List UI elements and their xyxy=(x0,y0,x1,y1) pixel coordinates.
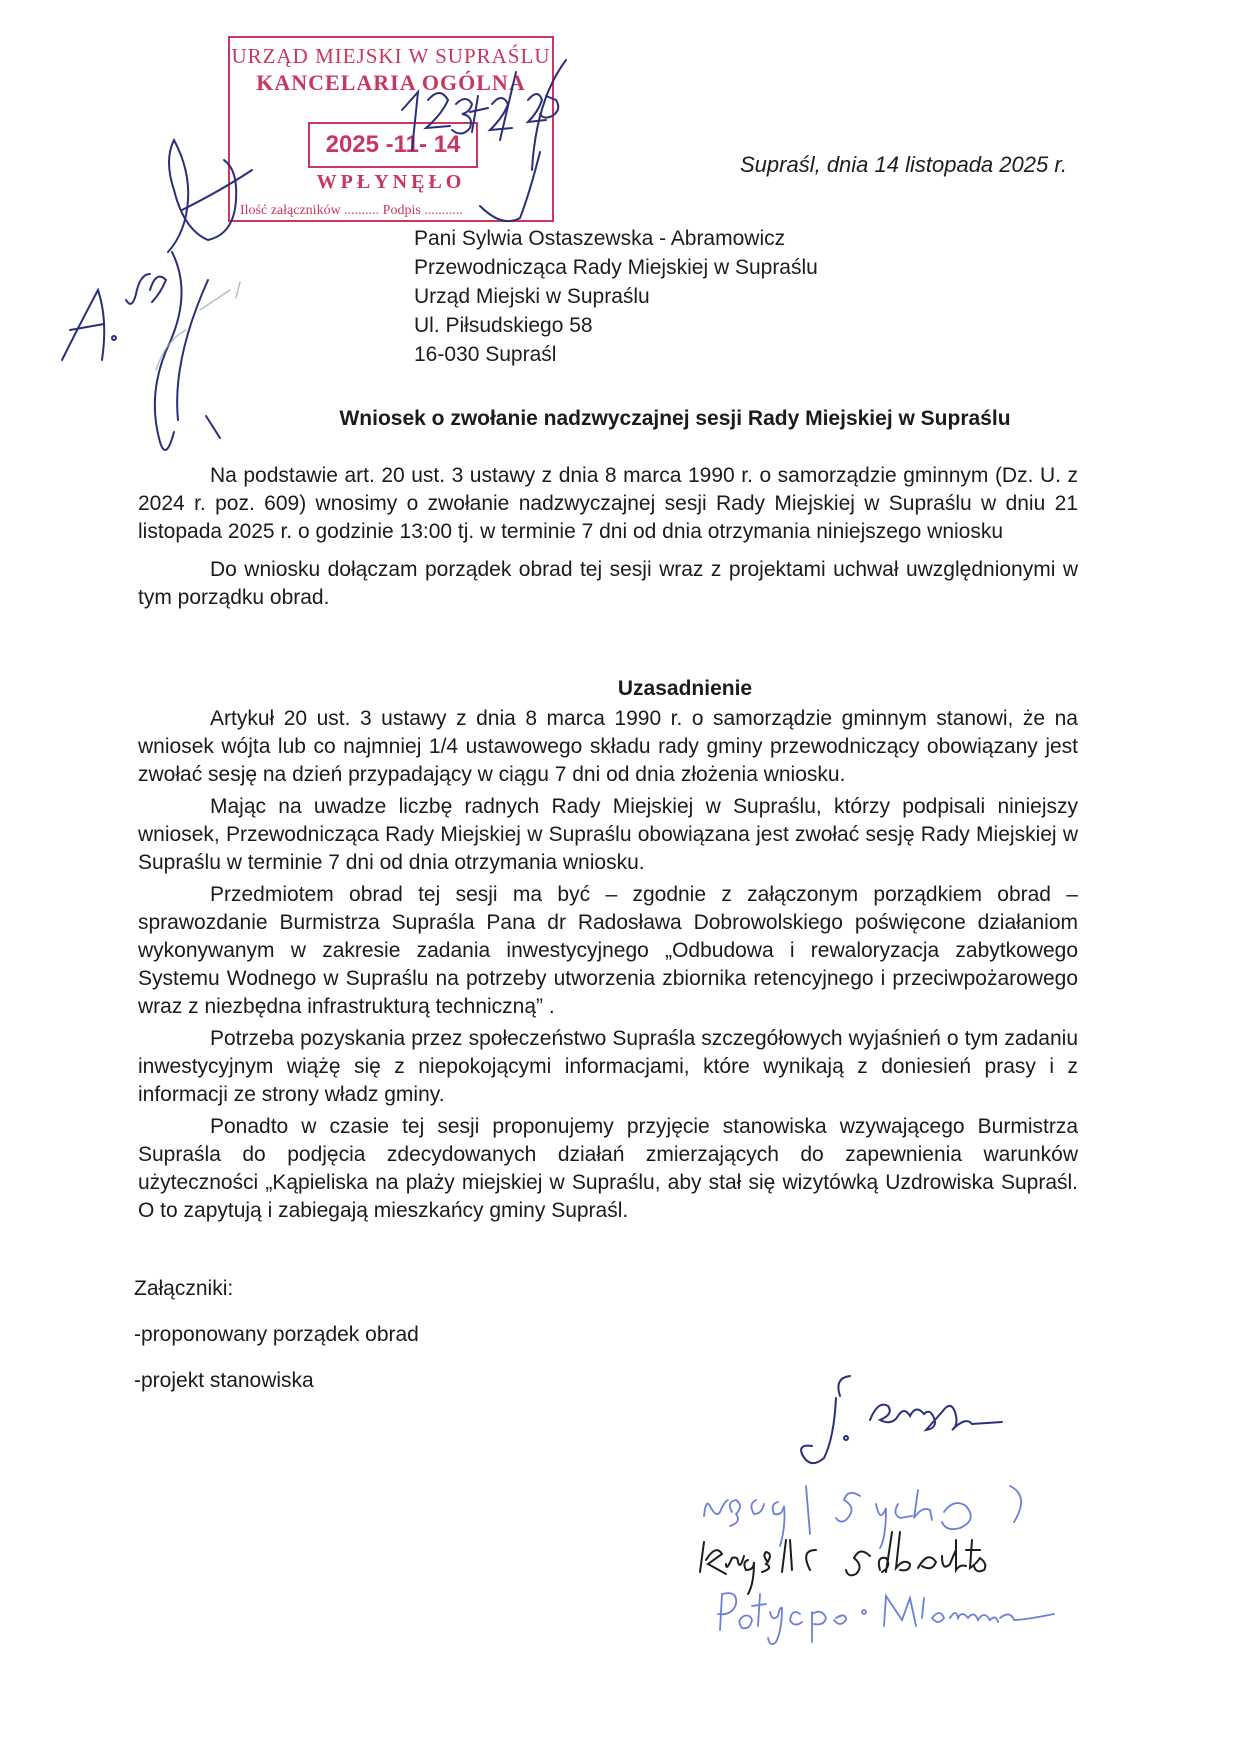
attachment-item: -projekt stanowiska xyxy=(134,1369,314,1392)
intro-paragraph: Do wniosku dołączam porządek obrad tej sesji wraz z projektami uchwał uwzględnionymi w tym porządku obrad. xyxy=(138,558,1078,609)
recipient-name: Pani Sylwia Ostaszewska - Abramowicz xyxy=(414,227,786,250)
attachment-item: -proponowany porządek obrad xyxy=(134,1323,419,1346)
signature-1 xyxy=(801,1376,1002,1463)
recipient-street: Ul. Piłsudskiego 58 xyxy=(414,314,593,337)
recipient-city: 16-030 Supraśl xyxy=(414,343,557,366)
signature-3 xyxy=(700,1532,985,1594)
justification-paragraph: Mając na uwadze liczbę radnych Rady Miejskiej w Supraślu, którzy podpisali niniejszy wniosek, Przewodnicząca Rady Miejskiej w Supraślu obowiązana jest zwołać sesję Rady Miejskiej w Supraślu w terminie 7 dni od dnia otrzymania wniosku. xyxy=(138,795,1078,874)
stamp-department: KANCELARIA OGÓLNA xyxy=(256,70,526,95)
stamp-date: 2025 -11- 14 xyxy=(308,122,478,168)
attachments-label: Załączniki: xyxy=(134,1277,234,1300)
place-date: Supraśl, dnia 14 listopada 2025 r. xyxy=(740,152,1067,177)
justification-paragraph: Przedmiotem obrad tej sesji ma być – zgodnie z załączonym porządkiem obrad – sprawozdanie Burmistrza Supraśla Pana dr Radosława Dobrowolskiego poświęcone działaniom wykonywanym w zakresie zadania inwestycyjnego „Odbudowa i rewaloryzacja zabytkowego Systemu Wodnego w Supraślu na potrzeby utworzenia zbiornika retencyjnego i przeciwpożarowego wraz z niezbędna infrastrukturą techniczną” . xyxy=(138,883,1078,1018)
signature-4 xyxy=(718,1593,1054,1644)
recipient-address xyxy=(414,224,818,369)
intro-paragraph: Na podstawie art. 20 ust. 3 ustawy z dnia 8 marca 1990 r. o samorządzie gminnym (Dz. U. z 2024 r. poz. 609) wnosimy o zwołanie nadzwyczajnej sesji Rady Miejskiej w Supraślu w dniu 21 listopada 2025 r. o godzinie 13:00 tj. w terminie 7 dni od dnia otrzymania niniejszego wniosku xyxy=(138,464,1078,543)
stamp-office-name: URZĄD MIEJSKI W SUPRAŚLU xyxy=(231,44,551,68)
letter-title: Wniosek o zwołanie nadzwyczajnej sesji Rady Miejskiej w Supraślu xyxy=(339,407,1011,430)
justification-paragraph: Ponadto w czasie tej sesji proponujemy przyjęcie stanowiska wzywającego Burmistrza Supraśla do podjęcia zdecydowanych działań zmierzających do zapewnienia warunków użyteczności „Kąpieliska na plaży miejskiej w Supraślu, aby stał się wizytówką Uzdrowiska Supraśl. O to zapytują i zabiegają mieszkańcy gminy Supraśl. xyxy=(138,1115,1078,1222)
justification-section xyxy=(138,705,1078,1225)
stamp-footer: Ilość załączników .......... Podpis ........... xyxy=(240,203,463,218)
faded-pencil-mark xyxy=(156,282,240,370)
check-mark xyxy=(480,60,566,221)
stamp-received: WPŁYNĘŁO xyxy=(316,171,466,193)
justification-paragraph: Artykuł 20 ust. 3 ustawy z dnia 8 marca 1990 r. o samorządzie gminnym stanowi, że na wniosek wójta lub co najmniej 1/4 ustawowego składu rady gminy przewodniczący obowiązany jest zwołać sesję na dzień przypadający w ciągu 7 dni od dnia złożenia wniosku. xyxy=(138,707,1078,786)
justification-heading: Uzasadnienie xyxy=(617,677,753,700)
recipient-position: Przewodnicząca Rady Miejskiej w Supraślu xyxy=(414,256,818,279)
intro-section xyxy=(138,462,1078,612)
signature-2 xyxy=(704,1486,1021,1548)
justification-paragraph: Potrzeba pozyskania przez społeczeństwo Supraśla szczegółowych wyjaśnień o tym zadaniu inwestycyjnym wiążę się z niepokojącymi informacjami, które wynikają z doniesień prasy i z informacji ze strony władz gminy. xyxy=(138,1027,1078,1106)
recipient-office: Urząd Miejski w Supraślu xyxy=(414,285,650,308)
